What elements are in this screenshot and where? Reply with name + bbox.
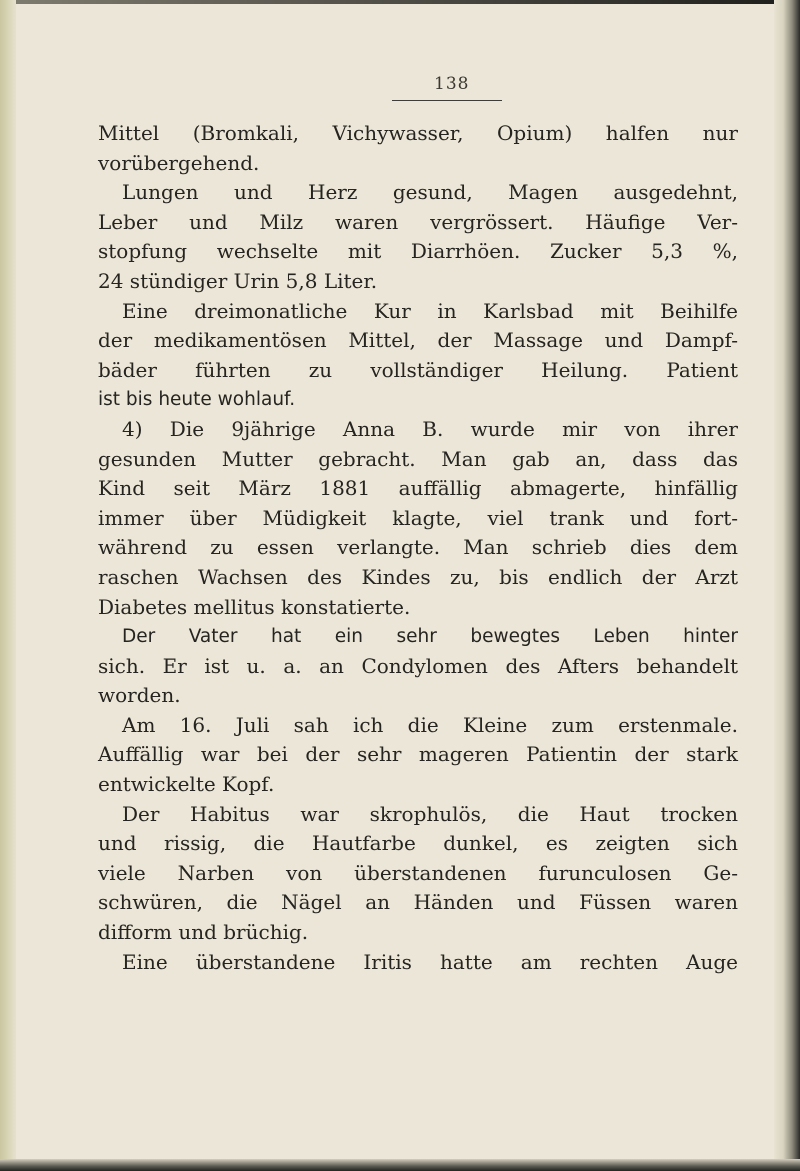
text-line: viele Narben von überstandenen furunculosen Ge-: [98, 860, 738, 885]
text-line: worden.: [98, 683, 181, 708]
text-line: und rissig, die Hautfarbe dunkel, es zeigten sich: [98, 831, 738, 856]
text-line: bäder führten zu vollständiger Heilung. Patient: [98, 357, 738, 382]
body-text: [98, 119, 738, 977]
text-line: Der Habitus war skrophulös, die Haut trocken: [122, 801, 738, 826]
text-line: 4) Die 9jährige Anna B. wurde mir von ihrer: [122, 416, 738, 441]
text-line: Eine überstandene Iritis hatte am rechten Auge: [122, 949, 738, 974]
text-line: Lungen und Herz gesund, Magen ausgedehnt,: [122, 180, 738, 205]
text-line: difform und brüchig.: [98, 920, 309, 945]
text-line: Der Vater hat ein sehr bewegtes Leben hinter: [122, 626, 738, 648]
text-line: gesunden Mutter gebracht. Man gab an, dass das: [98, 446, 738, 471]
text-line: ist bis heute wohlauf.: [98, 389, 296, 411]
text-line: vorübergehend.: [98, 150, 260, 175]
text-line: 24 stündiger Urin 5,8 Liter.: [98, 268, 378, 293]
text-line: immer über Müdigkeit klagte, viel trank und fort-: [98, 505, 738, 530]
text-line: schwüren, die Nägel an Händen und Füssen waren: [98, 890, 738, 915]
text-line: der medikamentösen Mittel, der Massage und Dampf-: [98, 328, 738, 353]
text-line: während zu essen verlangte. Man schrieb dies dem: [98, 535, 738, 560]
scan-bottom-edge: [0, 1159, 800, 1171]
text-line: Am 16. Juli sah ich die Kleine zum erstenmale.: [122, 712, 738, 737]
scan-right-edge: [774, 0, 800, 1171]
text-line: Kind seit März 1881 auffällig abmagerte, hinfällig: [98, 476, 738, 501]
text-line: Leber und Milz waren vergrössert. Häufige Ver-: [98, 209, 738, 234]
text-line: Auffällig war bei der sehr mageren Patientin der stark: [98, 742, 738, 767]
text-line: Mittel (Bromkali, Vichywasser, Opium) halfen nur: [98, 121, 738, 145]
scan-left-edge: [0, 0, 16, 1171]
text-line: Eine dreimonatliche Kur in Karlsbad mit Beihilfe: [122, 298, 738, 323]
text-line: Diabetes mellitus konstatierte.: [98, 594, 411, 619]
text-line: entwickelte Kopf.: [98, 772, 275, 797]
text-line: sich. Er ist u. a. an Condylomen des Afters behandelt: [98, 653, 738, 678]
scan-top-edge: [0, 0, 800, 4]
text-line: stopfung wechselte mit Diarrhöen. Zucker 5,3 %,: [98, 239, 738, 264]
page-number: 138: [392, 74, 502, 101]
text-line: raschen Wachsen des Kindes zu, bis endlich der Arzt: [98, 564, 738, 589]
